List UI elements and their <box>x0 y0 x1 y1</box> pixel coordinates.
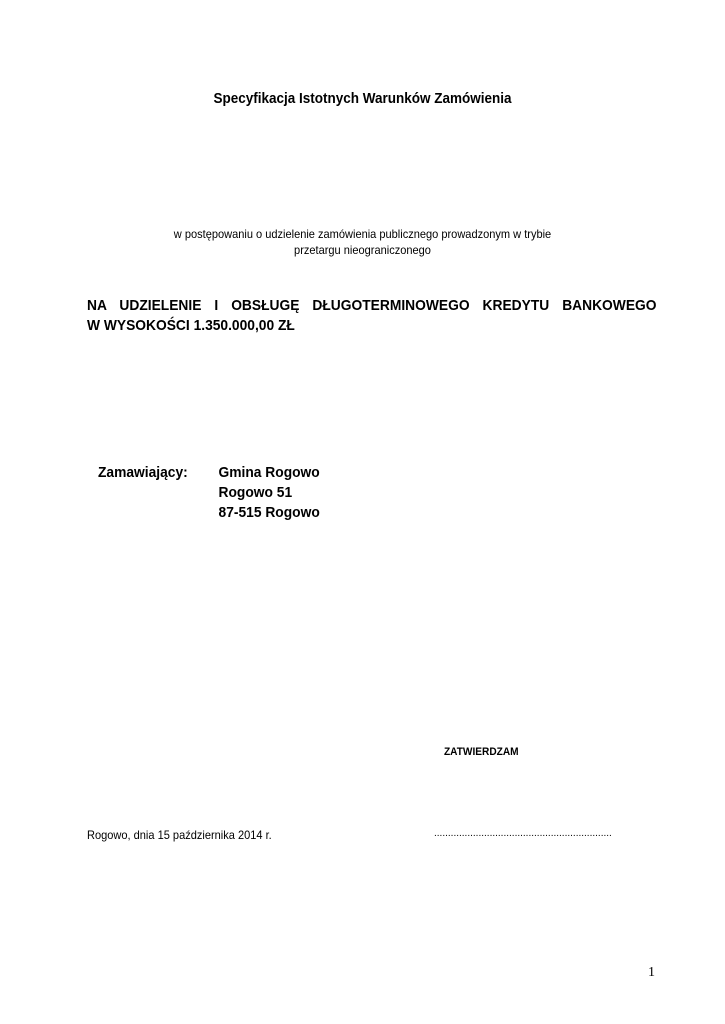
subtitle-line-2: przetargu nieograniczonego <box>294 243 431 257</box>
approve-label: ZATWIERDZAM <box>444 746 519 758</box>
document-subtitle <box>29 226 696 258</box>
heading-line-1: NA UDZIELENIE I OBSŁUGĘ DŁUGOTERMINOWEGO KREDYTU BANKOWEGO <box>87 297 657 314</box>
heading-line-2: W WYSOKOŚCI 1.350.000,00 ZŁ <box>87 317 295 334</box>
document-title: Specyfikacja Istotnych Warunków Zamówienia <box>213 90 512 107</box>
place-date: Rogowo, dnia 15 października 2014 r. <box>87 828 272 842</box>
signature-line: ................................................................ <box>434 828 612 839</box>
contracting-city: 87-515 Rogowo <box>218 504 320 521</box>
subject-heading <box>87 296 657 336</box>
page-number: 1 <box>648 965 655 980</box>
contracting-name: Gmina Rogowo <box>218 464 320 481</box>
contracting-address <box>219 463 320 523</box>
contracting-label: Zamawiający: <box>98 464 188 481</box>
subtitle-line-1: w postępowaniu o udzielenie zamówienia publicznego prowadzonym w trybie <box>173 227 552 241</box>
contracting-street: Rogowo 51 <box>218 484 293 501</box>
